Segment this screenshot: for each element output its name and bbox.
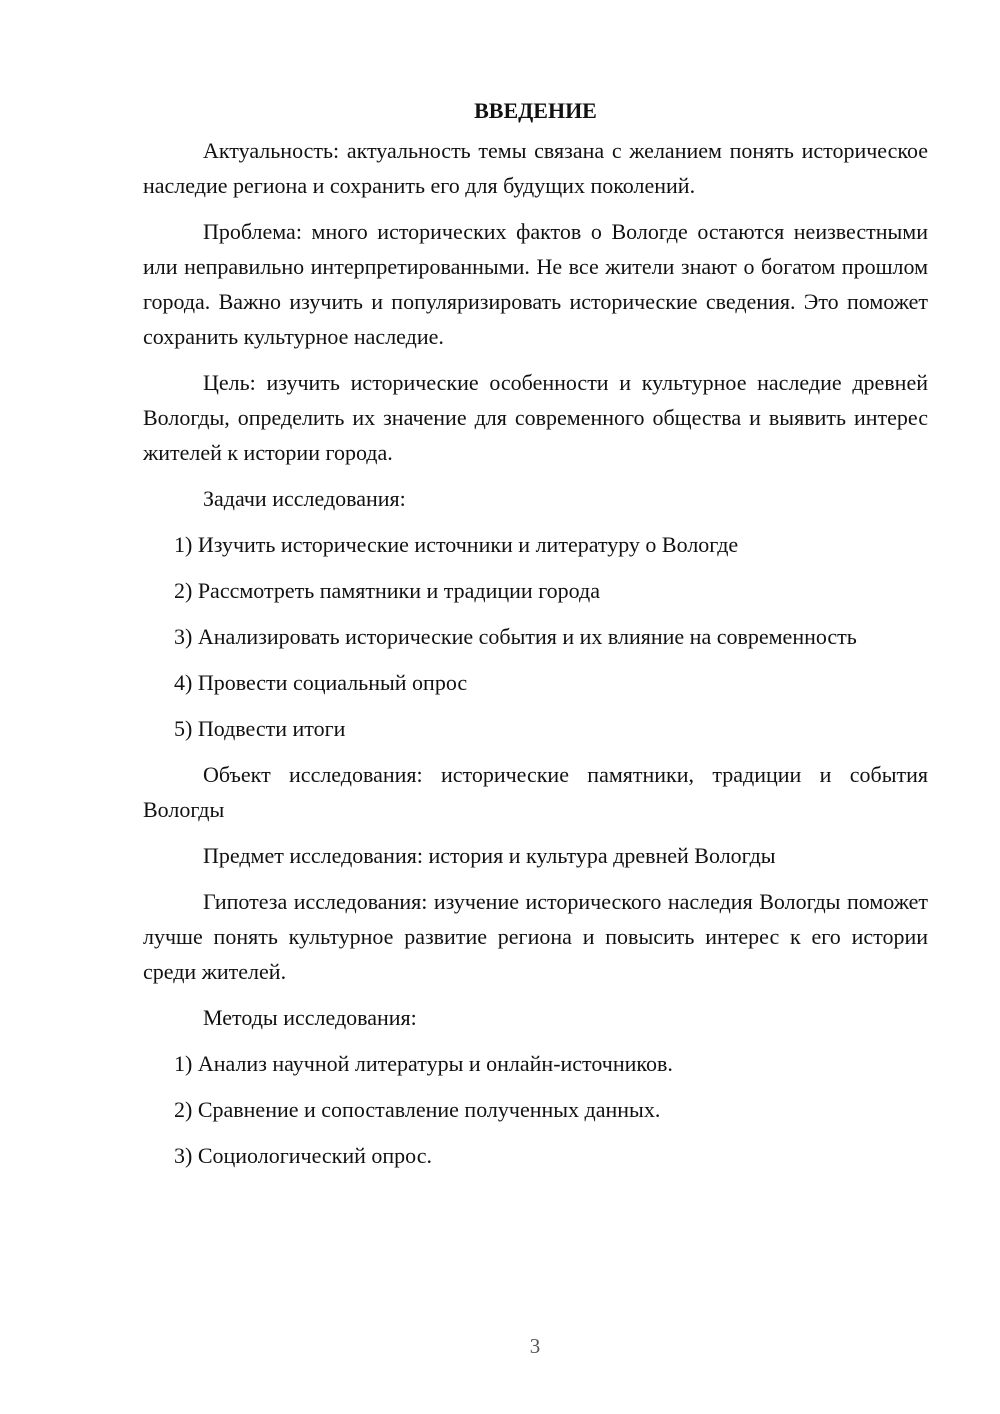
method-item: 1) Анализ научной литературы и онлайн-источников. [174, 1051, 673, 1076]
methods-heading: Методы исследования: [203, 1005, 417, 1030]
task-item: 4) Провести социальный опрос [174, 670, 468, 695]
method-item: 2) Сравнение и сопоставление полученных данных. [174, 1097, 661, 1122]
problem-paragraph: Проблема: много исторических фактов о Вологде остаются неизвестными или неправильно интерпретированными. Не все жители знают о богатом прошлом города. Важно изучить и популяризировать исторические сведения. Это поможет сохранить культурное наследие. [143, 219, 928, 349]
method-item: 3) Социологический опрос. [174, 1143, 432, 1168]
object-paragraph: Объект исследования: исторические памятники, традиции и события Вологды [143, 762, 928, 822]
page-number: 3 [529, 1334, 541, 1358]
document-body [143, 93, 928, 1184]
task-item: 5) Подвести итоги [174, 716, 346, 741]
task-item: 1) Изучить исторические источники и литературу о Вологде [174, 532, 739, 557]
section-title: ВВЕДЕНИЕ [474, 98, 597, 123]
task-item: 3) Анализировать исторические события и их влияние на современность [174, 624, 857, 649]
hypothesis-paragraph: Гипотеза исследования: изучение исторического наследия Вологды поможет лучше понять культурное развитие региона и повысить интерес к его истории среди жителей. [143, 889, 928, 984]
subject-paragraph: Предмет исследования: история и культура древней Вологды [203, 843, 776, 868]
tasks-heading: Задачи исследования: [203, 486, 406, 511]
goal-paragraph: Цель: изучить исторические особенности и культурное наследие древней Вологды, определить их значение для современного общества и выявить интерес жителей к истории города. [143, 370, 928, 465]
relevance-paragraph: Актуальность: актуальность темы связана с желанием понять историческое наследие региона и сохранить его для будущих поколений. [143, 138, 928, 198]
task-item: 2) Рассмотреть памятники и традиции города [174, 578, 600, 603]
